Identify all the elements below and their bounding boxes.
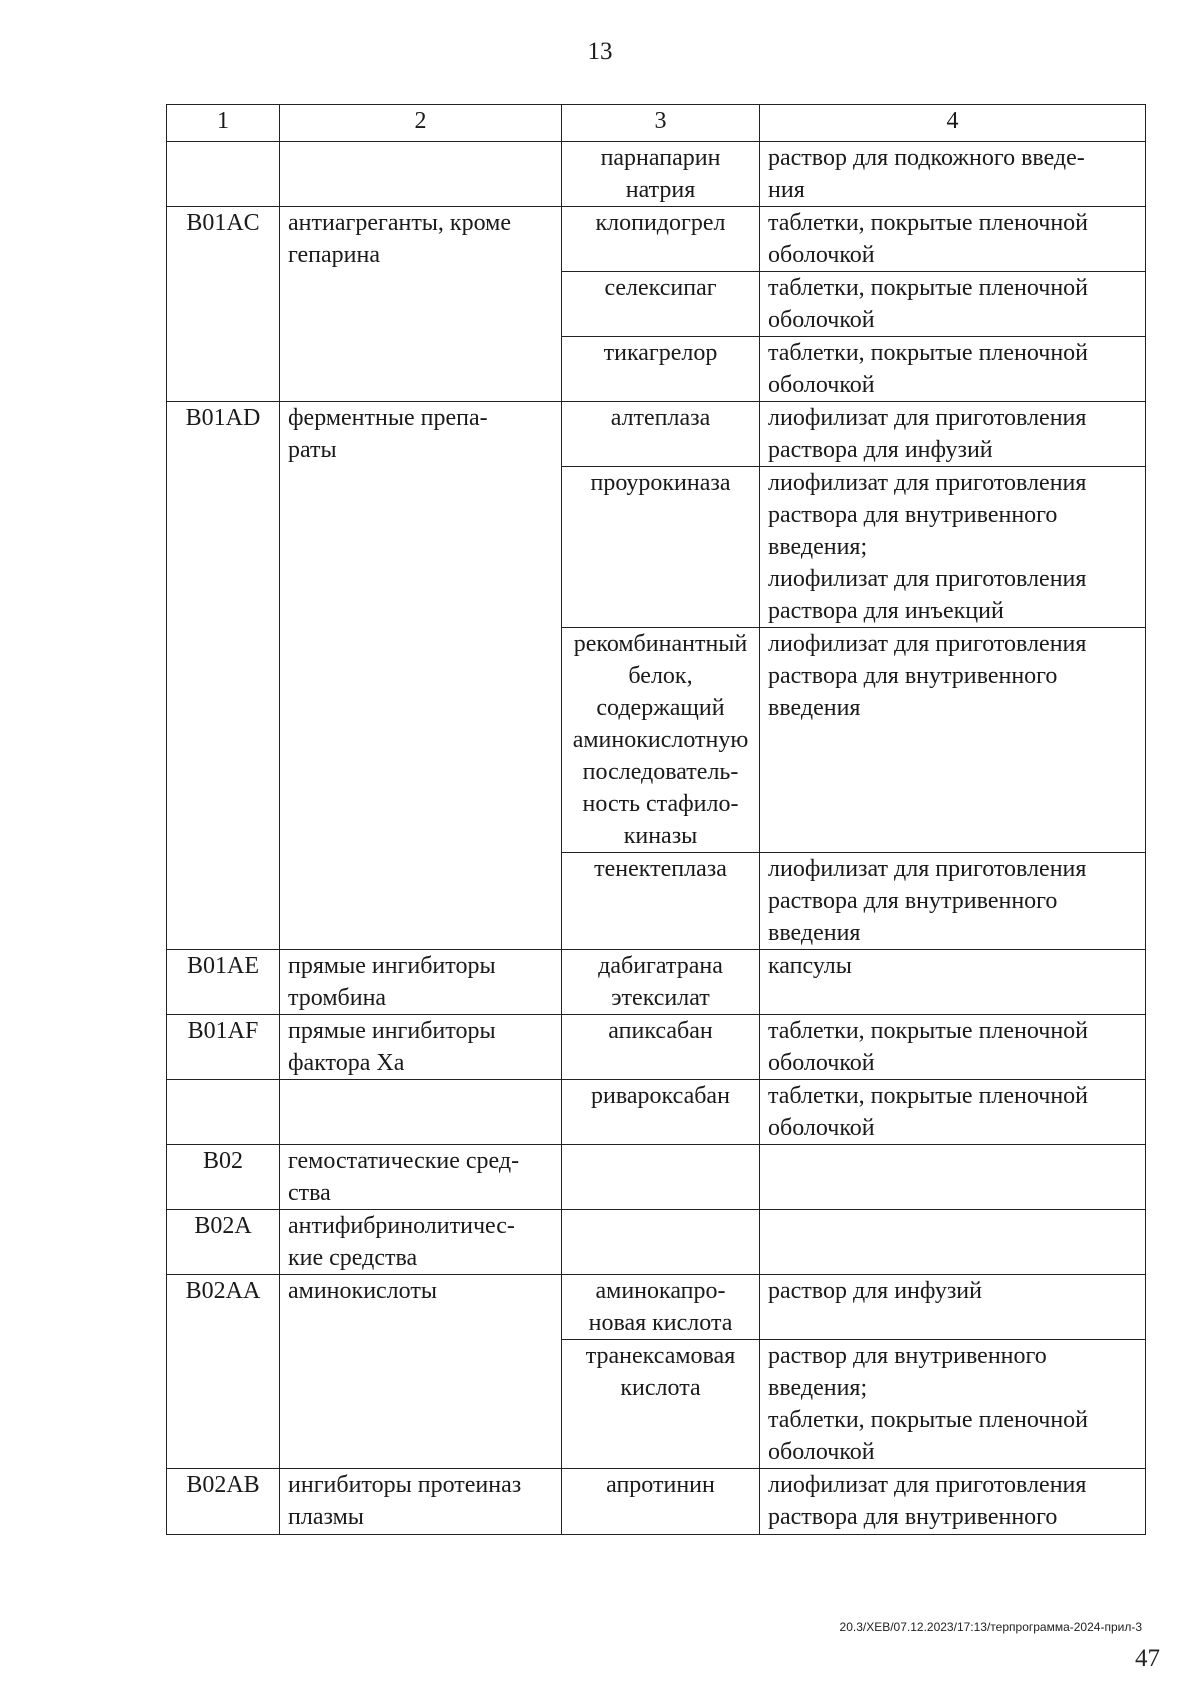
pharmacological-group-cell: ферментные препа- раты xyxy=(280,402,562,950)
pharmacological-group-cell xyxy=(280,142,562,207)
drug-name-cell xyxy=(562,1145,760,1210)
atc-code-cell: B01AC xyxy=(167,207,280,402)
drug-name-cell: тенектеплаза xyxy=(562,853,760,950)
pharmacological-group-cell: прямые ингибиторы тромбина xyxy=(280,950,562,1015)
page-number: 13 xyxy=(587,38,613,65)
dosage-form-cell: лиофилизат для приготовления раствора для внутривенного введения; лиофилизат для приготовления раствора для инъекций xyxy=(760,467,1146,628)
pharmacological-group-cell: прямые ингибиторы фактора Ха xyxy=(280,1015,562,1080)
table-header-row xyxy=(167,105,1146,142)
atc-code-cell: B01AD xyxy=(167,402,280,950)
dosage-form-cell xyxy=(760,1145,1146,1210)
header-col-4: 4 xyxy=(760,105,1146,142)
drug-name-cell: селексипаг xyxy=(562,272,760,337)
pharmacological-group-cell xyxy=(280,1080,562,1145)
atc-code-cell: B02A xyxy=(167,1210,280,1275)
table-row xyxy=(167,402,1146,467)
drug-name-cell: рекомбинантный белок, содержащий аминокислотную последователь- ность стафило- киназы xyxy=(562,628,760,853)
drug-name-cell: апротинин xyxy=(562,1469,760,1535)
table-row xyxy=(167,1145,1146,1210)
drug-name-cell: парнапарин натрия xyxy=(562,142,760,207)
table-row xyxy=(167,1469,1146,1535)
dosage-form-cell: лиофилизат для приготовления раствора для инфузий xyxy=(760,402,1146,467)
pharmacological-group-cell: антифибринолитичес- кие средства xyxy=(280,1210,562,1275)
atc-code-cell xyxy=(167,1080,280,1145)
document-registration-code: 20.3/ХЕВ/07.12.2023/17:13/терпрограмма-2024-прил-3 xyxy=(839,1620,1142,1634)
pharmacological-group-cell: ингибиторы протеиназ плазмы xyxy=(280,1469,562,1535)
dosage-form-cell: лиофилизат для приготовления раствора для внутривенного xyxy=(760,1469,1146,1535)
dosage-form-cell: таблетки, покрытые пленочной оболочкой xyxy=(760,207,1146,272)
drug-name-cell: аминокапро- новая кислота xyxy=(562,1275,760,1340)
dosage-form-cell: лиофилизат для приготовления раствора для внутривенного введения xyxy=(760,628,1146,853)
drug-name-cell xyxy=(562,1210,760,1275)
atc-code-cell: B01AF xyxy=(167,1015,280,1080)
table-row xyxy=(167,1275,1146,1340)
atc-code-cell: B02AB xyxy=(167,1469,280,1535)
table-row xyxy=(167,142,1146,207)
dosage-form-cell: таблетки, покрытые пленочной оболочкой xyxy=(760,337,1146,402)
table-row xyxy=(167,1080,1146,1145)
atc-code-cell: B01AE xyxy=(167,950,280,1015)
pharmacological-group-cell: антиагреганты, кроме гепарина xyxy=(280,207,562,402)
table-row xyxy=(167,950,1146,1015)
dosage-form-cell: таблетки, покрытые пленочной оболочкой xyxy=(760,1015,1146,1080)
header-col-2: 2 xyxy=(280,105,562,142)
atc-code-cell: B02 xyxy=(167,1145,280,1210)
dosage-form-cell: раствор для подкожного введе- ния xyxy=(760,142,1146,207)
drug-name-cell: алтеплаза xyxy=(562,402,760,467)
drug-table xyxy=(166,104,1146,1535)
header-col-3: 3 xyxy=(562,105,760,142)
pharmacological-group-cell: аминокислоты xyxy=(280,1275,562,1469)
pharmacological-group-cell: гемостатические сред- ства xyxy=(280,1145,562,1210)
dosage-form-cell: раствор для внутривенного введения; таблетки, покрытые пленочной оболочкой xyxy=(760,1340,1146,1469)
dosage-form-cell: лиофилизат для приготовления раствора для внутривенного введения xyxy=(760,853,1146,950)
footer-page-number: 47 xyxy=(1135,1645,1160,1672)
atc-code-cell xyxy=(167,142,280,207)
drug-name-cell: проурокиназа xyxy=(562,467,760,628)
dosage-form-cell: таблетки, покрытые пленочной оболочкой xyxy=(760,1080,1146,1145)
header-col-1: 1 xyxy=(167,105,280,142)
dosage-form-cell: таблетки, покрытые пленочной оболочкой xyxy=(760,272,1146,337)
drug-name-cell: транексамовая кислота xyxy=(562,1340,760,1469)
dosage-form-cell xyxy=(760,1210,1146,1275)
table-row xyxy=(167,207,1146,272)
drug-name-cell: клопидогрел xyxy=(562,207,760,272)
drug-name-cell: дабигатрана этексилат xyxy=(562,950,760,1015)
dosage-form-cell: капсулы xyxy=(760,950,1146,1015)
table-row xyxy=(167,1015,1146,1080)
table-body xyxy=(167,142,1146,1535)
drug-name-cell: ривароксабан xyxy=(562,1080,760,1145)
atc-code-cell: B02AA xyxy=(167,1275,280,1469)
drug-name-cell: тикагрелор xyxy=(562,337,760,402)
drug-name-cell: апиксабан xyxy=(562,1015,760,1080)
table-row xyxy=(167,1210,1146,1275)
dosage-form-cell: раствор для инфузий xyxy=(760,1275,1146,1340)
